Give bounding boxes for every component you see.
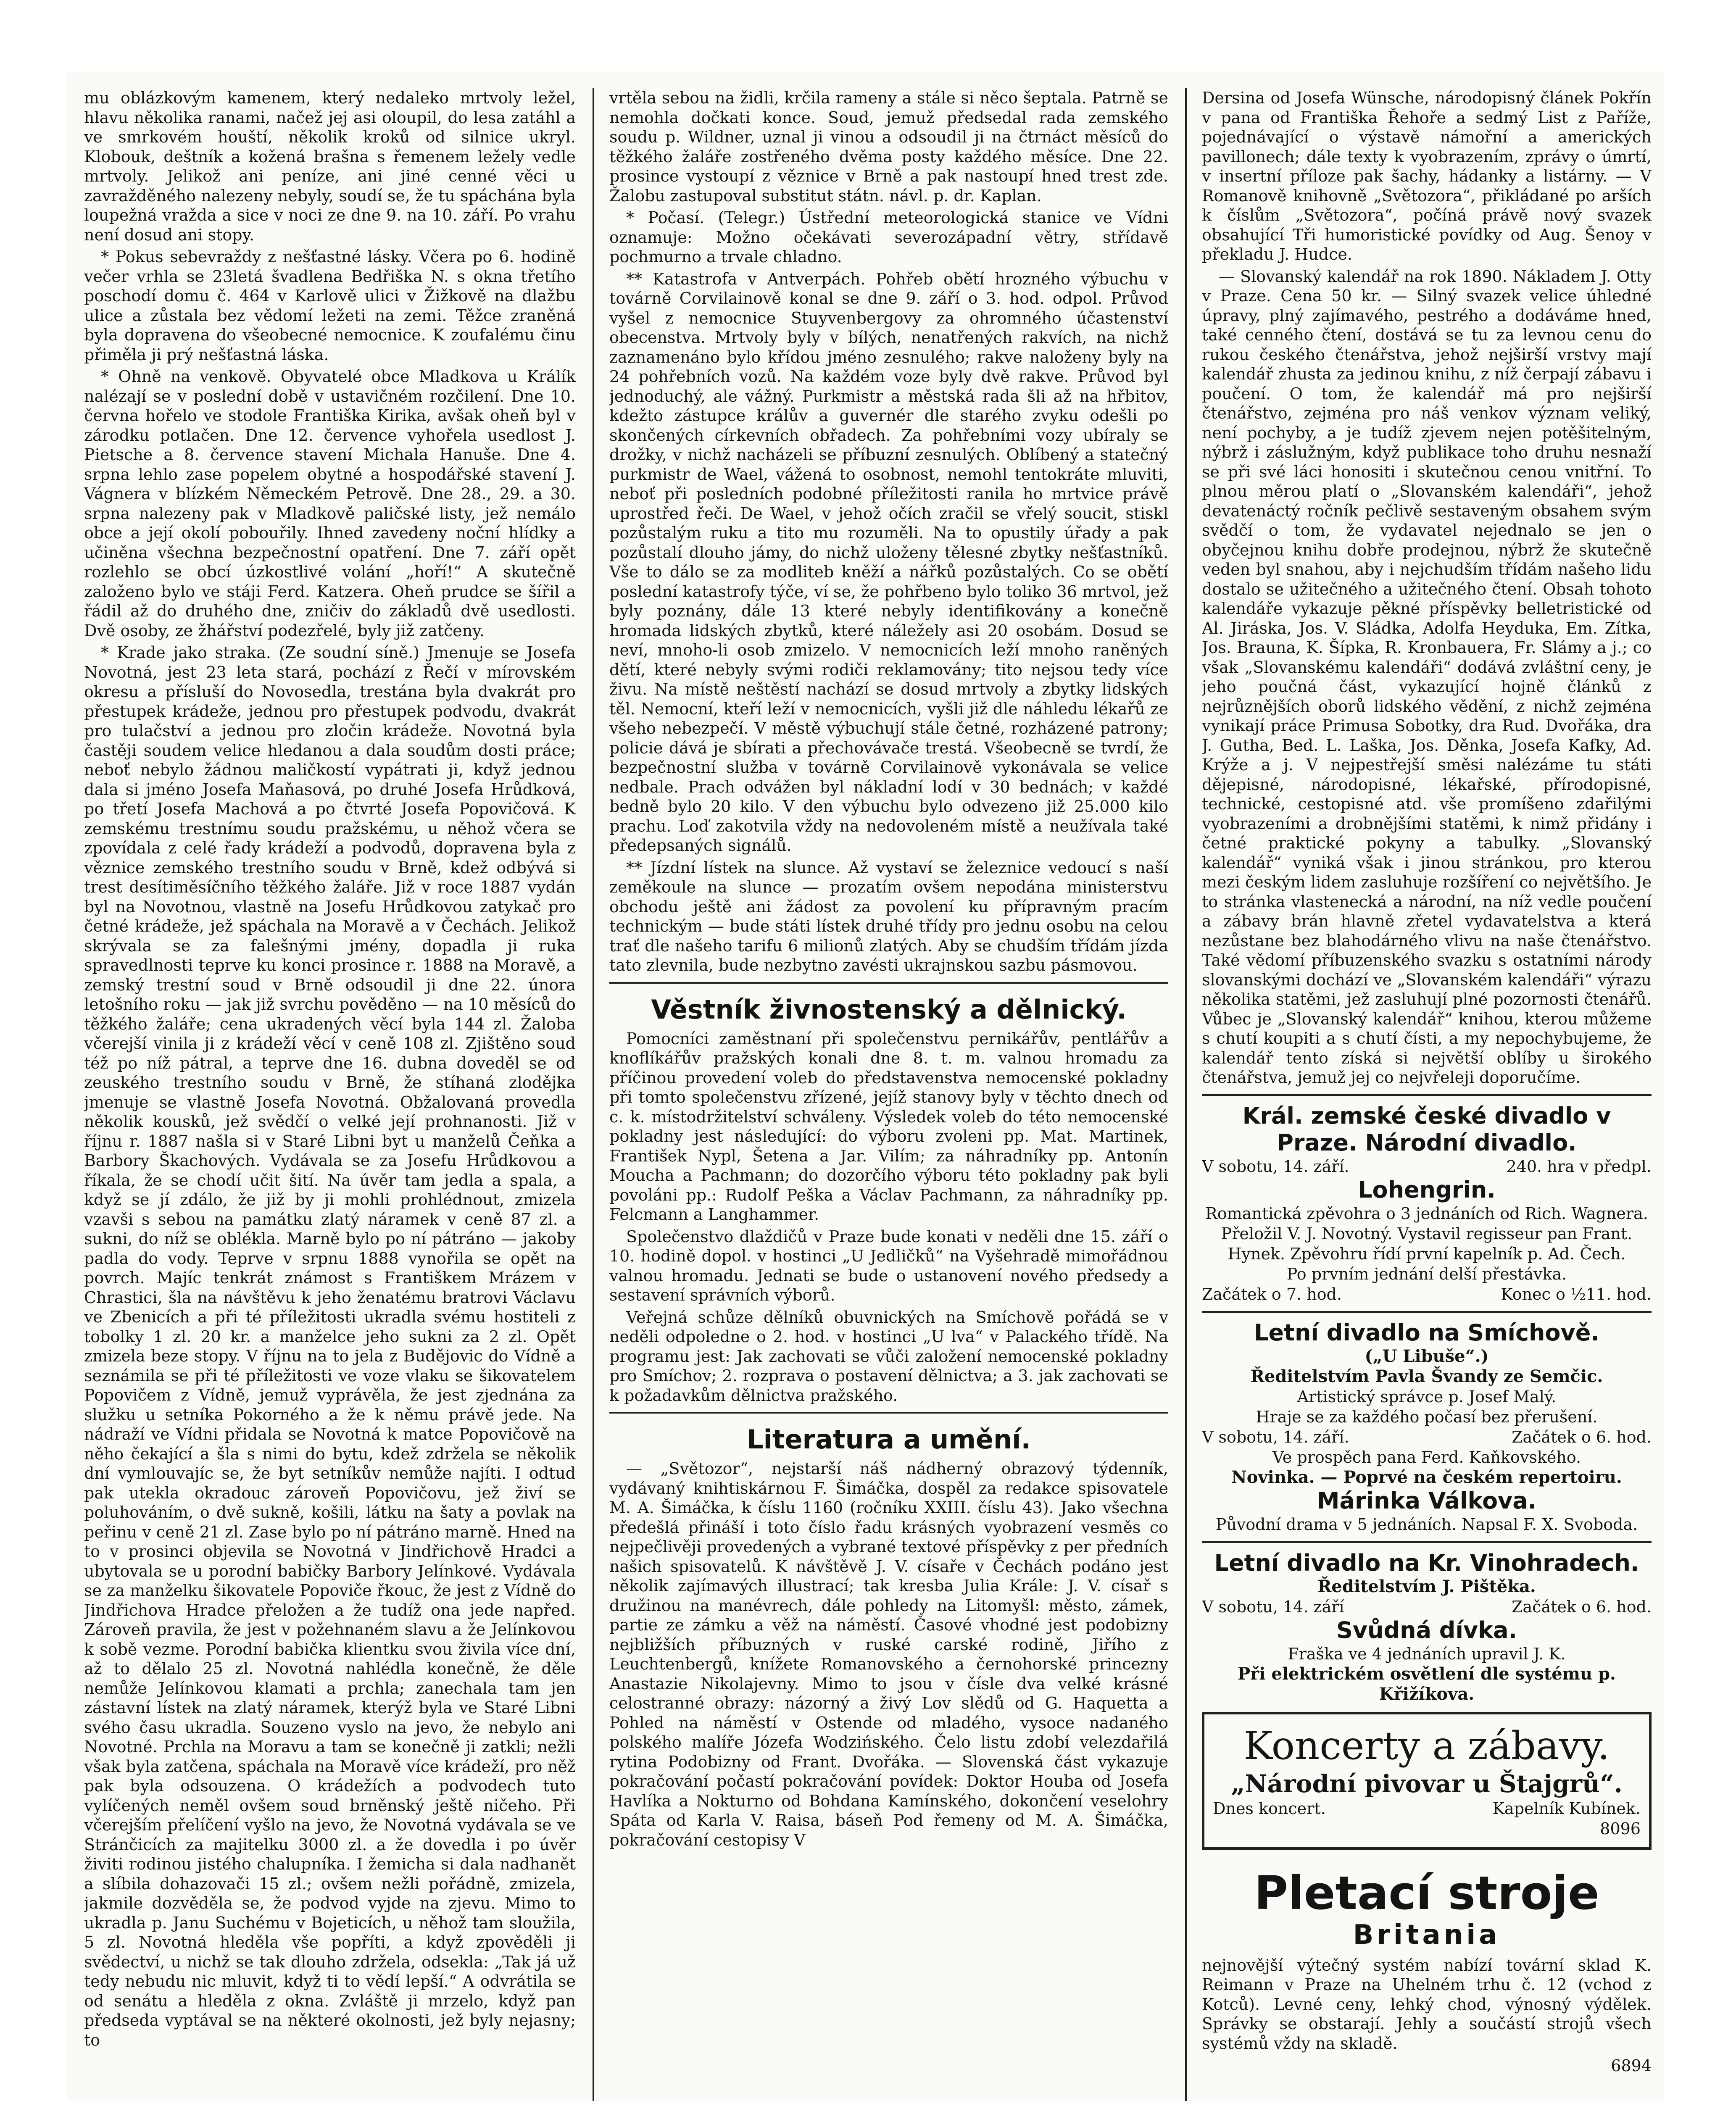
theatre-name: Letní divadlo na Smíchově. — [1254, 1319, 1599, 1346]
article-paragraph: ** Katastrofa v Antverpách. Pohřeb obětí hrozného výbuchu v továrně Corvilainově konal se dne 9. září o 3. hod. odpol. Průvod vyšel z nemocnice Stuyvenbergovy za ohromného účastenství obecenstva. Mrtvoly byly v bílých, nenatřených rakvích, na nichž zaznamenáno bylo křídou jméno zesnulého; rakve naloženy byly na 24 pohřebních vozů. Na každém voze byly dvě rakve. Průvod byl jednoduchý, ale vážný. Purkmistr a městská rada šli až na hřbitov, kdežto zástupce králův a guvernér dle starého zvyku odešli po skončených církevních obřadech. Za pohřebními vozy ubíraly se drožky, v nichž nacházeli se příbuzní zesnulých. Oblíbený a statečný purkmistr de Wael, vážená to osobnost, nemohl tentokráte mluviti, neboť při posledních podobné příležitosti ranila ho mrtvice právě uprostřed řeči. De Wael, v jehož očích zračil se vřelý soucit, stiskl pozůstalým ruku a tito mu rozuměli. Na to opustily úřady a pak pozůstalí dlouho jámy, do nichž uloženy tělesné zbytky nešťastníků. Vše to dálo se za modliteb kněží a nářků pozůstalých. Co se obětí poslední katastrofy týče, ví se, že pohřbeno bylo toliko 36 mrtvol, jež byly poznány, dále 13 které nebyly identifikovány a konečně hromada lidských zbytků, které náležely asi 20 osobám. Dosud se neví, mnoho-li osob zmizelo. V nemocnicích leží mnoho raněných dětí, které nebyly svými rodiči reklamovány; tito nejsou tedy více živu. Na místě neštěstí nachází se dosud mrtvoly a zbytky lidských těl. Nemocní, kteří leží v nemocnicích, vyšli již dle náhledu lékařů ze všeho nebezpečí. V městě výbuchují stále četné, rozházené patrony; policie dává je sbírati a přechovávače trestá. Všeobecně se tvrdí, že bezpečnostní služba v továrně Corvilainově vykonávala se velice nedbale. Prach odvážen byl nákladní lodí v 30 bednách; v každé bedně bylo 20 kilo. V den výbuchu bylo odvezeno již 25.000 kilo prachu. Loď zakotvila vždy na nedovoleném místě a neužívala také předepsaných signálů. — [609, 269, 1168, 855]
advert-right: Kapelník Kubínek. — [1492, 1799, 1641, 1818]
section-divider — [609, 982, 1168, 984]
article-paragraph: Společenstvo dlaždičů v Praze bude konati v neděli dne 15. září o 10. hodině dopol. v hostinci „U Jedličků“ na Vyšehradě mimořádnou valnou hromadu. Jednati se bude o ustanovení nového předsedy a sestavení správních výborů. — [609, 1227, 1168, 1304]
article-paragraph: vrtěla sebou na židli, krčila rameny a stále si něco šeptala. Patrně se nemohla dočkati konce. Soud, jemuž předsedal rada zemského soudu p. Wildner, uznal ji vinou a odsoudil ji na čtrnáct měsíců do těžkého žaláře zostřeného dvěma posty každého měsíce. Dne 22. prosince vystoupí z věznice v Brně a pak nastoupí hned trest zde. Žalobu zastupoval substitut státn. návl. p. dr. Kaplan. — [609, 89, 1168, 205]
start-time: Začátek o 6. hod. — [1512, 1427, 1652, 1446]
lighting-note: Při elektrickém osvětlení dle systému p. Křižíkova. — [1238, 1664, 1616, 1704]
theatre-note: Hraje se za každého počasí bez přerušení. — [1256, 1407, 1598, 1426]
benefit-line: Ve prospěch pana Ferd. Kaňkovského. — [1272, 1448, 1581, 1466]
article-paragraph: * Počasí. (Telegr.) Ústřední meteorologická stanice ve Vídni oznamuje: Možno očekávati severozápadní větry, střídavě pochmurno a trvale chladno. — [609, 208, 1168, 266]
start-time: Začátek o 6. hod. — [1512, 1597, 1652, 1616]
section-divider — [609, 1412, 1168, 1414]
theatre-artistic: Artistický správce p. Josef Malý. — [1297, 1387, 1557, 1406]
article-paragraph: * Krade jako straka. (Ze soudní síně.) Jmenuje se Josefa Novotná, jest 23 leta stará, pochází z Řečí v mírovském okresu a přísluší do Novosedla, trestána byla dvakrát pro přestupek krádeže, jednou pro přestupek podvodu, dvakrát pro tulačství a jednou pro zločin krádeže. Novotná byla častěji soudem velice hledanou a dala soudům dosti práce; neboť nebylo žádnou maličkostí vypátrati ji, když jednou dala si jméno Josefa Maňasová, po druhé Josefa Hrůdková, po třetí Josefa Machová a po čtvrté Josefa Popovičová. K zemskému trestnímu soudu pražskému, u něhož včera se zpovídala z celé řady krádeží a podvodů, dopravena byla z věznice zemského trestního soudu v Brně, kdež odbývá si trest desítiměsíčního těžkého žaláře. Již v roce 1887 vydán byl na Novotnou, vlastně na Josefu Hrůdkovou zatykač pro četné krádeže, jež spáchala na Moravě a v Čechách. Jelikož skrývala se za falešnými jmény, dopadla ji ruka spravedlnosti teprve ku konci prosince r. 1888 na Moravě, a zemský trestní soud v Brně odsoudil ji dne 22. února letošního roku — jak již svrchu pověděno — na 10 měsíců do těžkého žaláře; cena ukradených věcí byla 144 zl. Žaloba včerejší vinila ji z krádeží věcí v ceně 108 zl. Zjištěno soud též po níž pátral, a teprve dne 16. dubna doveděl se od zeuského trestního soudu v Brně, že stíhaná zlodějka jmenuje se vlastně Josefa Novotná. Obžalovaná provedla několik kousků, jež svědčí o velké její prohnanosti. Již v říjnu r. 1887 našla si v Staré Libni byt u manželů Čeňka a Barbory Škachových. Vydávala se za Josefu Hrůdkovou a říkala, že se chodí učit šití. Na úvěr tam jedla a spala, a když se jí zdálo, že již by ji mohli prohlédnout, zmizela vzavši s sebou na památku zlatý náramek v ceně 87 zl. a sukni, do níž se oblékla. Marně bylo po ní pátráno — jakoby padla do vody. Teprve v srpnu 1888 vynořila se opět na povrch. Majíc tenkrát známost s Františkem Mrázem v Chrastici, šla na návštěvu k jeho ženatému bratrovi Václavu ve Zbenicích a při té příležitosti ukradla svému hostiteli z tobolky 1 zl. 20 kr. a manželce jeho sukni za 2 zl. Opět zmizela beze stopy. V říjnu na to jela z Budějovic do Vídně a seznámila se při té příležitosti ve voze vlaku se šikovatelem Popovičem z Vídně, jemuž vyprávěla, že jest zjednána za služku u setníka Pokorného a že k němu právě jede. Na nádraží ve Vídni přidala se Novotná k matce Popovičově na něho čekající a šla s nimi do bytu, kdež zdržela se několik dní vymlouvajíc se, že byt setníkův nemůže najíti. I odtud pak utekla okradouc zároveň Popovičovu, jež živí se poluhováním, o dvě sukně, košili, látku na šaty a povlak na peřinu v ceně 21 zl. Zase bylo po ní pátráno marně. Hned na to v prosinci objevila se Novotná v Jindřichově Hradci a ubytovala se u porodní babičky Barbory Jelínkové. Vydávala se za manželku šikovatele Popoviče řkouc, že jest z Vídně do Jindřichova Hradce přeložen a že tudíž ona jede napřed. Zároveň pravila, že jest v požehnaném slavu a že Jelínkovou k sobě vezme. Porodní babička klientku svou živila více dní, až to dělalo 25 zl. Novotná nahlédla konečně, že děle nemůže Jelínkovou klamati a prchla; zanechala tam jen zástavní lístek na zlatý náramek, kterýž byla ve Staré Libni svého času ukradla. Souzeno vyslo na jevo, že nebylo ani Novotné. Prchla na Moravu a tam se konečně ji zatkli; nežli však byla zatčena, spáchala na Moravě více krádeží, pro něž pak byla odsouzena. O krádežích a podvodech tuto vylíčených neměl ovšem soud brněnský ještě ničeho. Při včerejším přelíčení vyšlo na jevo, že Novotná vydávala se ve Stránčicích za majitelku 3000 zl. a že dovedla i po úvěr živiti rodinou jistého chalupníka. I žemicha si dala nadhanět a slíbila dohazovači 15 zl.; ovšem nežli pořádně, zmizela, jakmile dozvěděla se, že podvod vyjde na zjevu. Mimo to ukradla p. Janu Suchému v Bojeticích, u něhož tam sloužila, 5 zl. Novotná hleděla vše popříti, a když zpověděli ji svědectví, u nichž se tak dlouho zdržela, odsekla: „Tak já už tedy nebudu nic mluvit, když ti to vědí lepší.“ A odvrátila se od senátu a hleděla z okna. Zvláště ji mrzelo, když pan předseda vyptával se na některé okolnosti, jež byly nejasny; to — [84, 643, 576, 2049]
advert-code-row — [1202, 2056, 1652, 2076]
theatre-date-row — [1202, 1597, 1652, 1617]
section-divider — [1202, 1311, 1652, 1313]
novelty-line: Novinka. — Poprvé na českém repertoiru. — [1231, 1467, 1622, 1487]
start-time: Začátek o 7. hod. — [1202, 1285, 1342, 1303]
show-author: Fraška ve 4 jednáních upravil J. K. — [1288, 1644, 1566, 1663]
show-title: Svůdná dívka. — [1336, 1617, 1517, 1643]
theatre-date: V sobotu, 14. září. — [1202, 1157, 1349, 1176]
theatre-date: V sobotu, 14. září — [1202, 1597, 1344, 1616]
theatre-date: V sobotu, 14. září. — [1202, 1427, 1349, 1446]
theatre-name: Král. zemské české divadlo v Praze. Národní divadlo. — [1242, 1102, 1611, 1156]
show-title: Lohengrin. — [1358, 1176, 1496, 1203]
show-title: Márinka Válkova. — [1317, 1487, 1537, 1514]
theatre-smichov — [1202, 1319, 1652, 1535]
article-paragraph: Veřejná schůze dělníků obuvnických na Smíchově pořádá se v neděli odpoledne o 2. hod. v hostinci „U lva“ v Palackého třídě. Na programu jest: Jak zachovati se vůči založení nemocenské pokladny pro Smíchov; 2. rozprava o postavení dělnictva; a 3. jak zachovati se k požadavkům dělnictva pražského. — [609, 1308, 1168, 1405]
column-rule — [593, 88, 594, 2101]
column-middle — [609, 88, 1168, 2101]
theatre-vinohrady — [1202, 1550, 1652, 1704]
show-author: Původní drama v 5 jednáních. Napsal F. X. Svoboda. — [1215, 1515, 1638, 1534]
article-paragraph: Dersina od Josefa Wünsche, národopisný článek Pokřín v pana od Františka Řehoře a sedmý List z Paříže, pojednávající o výstavě námořní a amerických pavillonech; dále texty k vyobrazením, zprávy o úmrtí, v insertní příloze pak šachy, hádanky a listárny. — V Romanově knihovně „Světozora“, přikládané po arších k číslům „Světozora“, počíná právě nový svazek obsahující Tři humoristické povídky od Aug. Šenoy v překladu J. Hudce. — [1202, 89, 1652, 263]
end-time: Konec o ½11. hod. — [1501, 1285, 1652, 1303]
article-paragraph: ** Jízdní lístek na slunce. Až vystaví se železnice vedoucí s naší zeměkoule na slunce — prozatím ovšem nepodána ministerstvu obchodu ještě ani žádost za povolení ku přípravným pracím technickým — bude státi lístek druhé třídy pro jednu osobu na celou trať dle našeho tarifu 6 milionů zlatých. Aby se chudším třídám jízda tato zlevnila, bude nezbytno zavésti ukrajnskou sazbu pásmovou. — [609, 858, 1168, 974]
newspaper-page — [67, 71, 1664, 2101]
article-paragraph: — „Světozor“, nejstarší náš nádherný obrazový týdenník, vydávaný knihtiskárnou F. Šimáčka, dospěl za redakce spisovatele M. A. Šimáčka, k číslu 1160 (ročníku XXIII. číslu 43). Jako všechna předešlá přináší i toto číslo řadu krásných vyobrazení vesměs co nejpečlivěji provedených a vybrané textové příspěvky z per předních našich spisovatelů. K návštěvě J. V. císaře v Čechách podáno jest několik zajímavých illustrací; tak kresba Julia Krále: J. V. císař s družinou na manévrech, dále pohledy na Litomyšl: město, zámek, partie ze zámku a věž na náměstí. Časové vhodné jest podobizny nejbližších příbuzných v ruské carské rodině, Jiřího z Leuchtenbergů, knížete Romanovského a černohorské princezny Anastazie Nikolajevny. Mimo to jsou v čísle dva velké krásné celostranné obrazy: názorný a živý Lov slědů od G. Haquetta a Pohled na náměstí v Ostende od mladého, vysoce nadaného polského malíře Józefa Wodzińského. Čelo listu zdobí velezdařilá rytina Podobizny od Frant. Dvořáka. — Slovenská část vykazuje pokračování počastí pokračování povídek: Doktor Houba od Josefa Havlíka a Nokturno od Bohdana Kamínského, dokončení veselohry Spáta od Karla V. Raisa, báseň Pod řemeny od M. A. Šimáčka, pokračování cestopisy V — [609, 1459, 1168, 1849]
section-divider — [1202, 1541, 1652, 1543]
show-line: Romantická zpěvohra o 3 jednáních od Rich. Wagnera. — [1205, 1204, 1648, 1223]
theatre-time-row — [1202, 1284, 1652, 1304]
theatre-date-row — [1202, 1156, 1652, 1177]
theatre-name: Letní divadlo na Kr. Vinohradech. — [1214, 1549, 1639, 1576]
advert-title: Koncerty a zábavy. — [1243, 1723, 1610, 1768]
section-divider — [1202, 1094, 1652, 1096]
advert-machines-text: nejnovější výtečný systém nabízí tovární sklad K. Reimann v Praze na Uhelném trhu č. 12 (vchod z Kotců). Levné ceny, lehký chod, výnosný výdělek. Správky se obstarají. Jehly a součástí strojů všech systémů vždy na skladě. — [1202, 1956, 1652, 2053]
column-rule — [1185, 88, 1187, 2101]
advert-left: Dnes koncert. — [1213, 1799, 1326, 1818]
article-paragraph: * Ohně na venkově. Obyvatelé obce Mladkova u Králík nalézají se v poslední době v ustavičném rozčilení. Dne 10. června hořelo ve stodole Františka Kirika, avšak oheň byl v zárodku potlačen. Dne 12. července vyhořela usedlost J. Pietsche a 8. července stavení Michala Hanuše. Dne 4. srpna lehlo zase popelem obytné a hospodářské stavení J. Vágnera v blízkém Německém Petrově. Dne 28., 29. a 30. srpna nalezeny pak v Mladkově paličské listy, jež nemálo obce a její okolí pobouřily. Ihned zavedeny noční hlídky a učiněna všechna bezpečnostní opatření. Dne 7. září opět rozlehlo se obcí úzkostlivé volání „hoří!“ A skutečně založeno bylo ve stáji Ferd. Katzera. Oheň prudce se šířil a řádil až do druhého dne, zničiv do základů dvě usedlosti. Dvě osoby, ze žhářství podezřelé, byly již zatčeny. — [84, 367, 576, 640]
article-paragraph: mu oblázkovým kamenem, který nedaleko mrtvoly ležel, hlavu několika ranami, načež jej asi oloupil, do lesa zatáhl a ve smrkovém houští, několik kroků od silnice ukryl. Klobouk, deštník a kožená brašna s řemenem ležely vedle mrtvoly. Jelikož ani peníze, ani jiné cenné věci u zavražděného nalezeny nebyly, soudí se, že tu spáchána byla loupežná vražda a sice v noci ze dne 9. na 10. září. Po vrahu není dosud ani stopy. — [84, 89, 576, 244]
column-left — [84, 88, 576, 2101]
theatre-subscription: 240. hra v předpl. — [1506, 1157, 1652, 1176]
advert-machines-title: Pletací stroje — [1254, 1866, 1599, 1920]
section-heading-trades: Věstník živnostenský a dělnický. — [651, 994, 1127, 1025]
show-line: Přeložil V. J. Novotný. Vystavil regisseur pan Frant. Hynek. Zpěvohru řídí první kapelník p. Ad. Čech. — [1221, 1224, 1633, 1263]
theatre-director: Ředitelstvím J. Pištěka. — [1317, 1576, 1536, 1596]
advert-concert — [1202, 1712, 1652, 1850]
advert-code: 6894 — [1611, 2056, 1652, 2075]
advert-code-row — [1213, 1819, 1641, 1839]
show-line: Po prvním jednání delší přestávka. — [1286, 1264, 1567, 1283]
theatre-director: Ředitelstvím Pavla Švandy ze Semčic. — [1250, 1366, 1603, 1386]
section-heading-literature: Literatura a umění. — [747, 1424, 1031, 1455]
article-paragraph: * Pokus sebevraždy z nešťastné lásky. Včera po 6. hodině večer vrhla se 23letá švadlena Bedřiška N. s okna třetího poschodí domu č. 464 v Karlově ulici v Žižkově na dlažbu ulice a zůstala bez vědomí ležeti na zemi. Těžce zraněná byla dopravena do všeobecné nemocnice. K zoufalému činu přiměla ji prý nešťastná láska. — [84, 247, 576, 364]
article-paragraph: Pomocníci zaměstnaní při společenstvu pernikářův, pentlářův a knoflíkářův pražských konali dne 8. t. m. valnou hromadu za příčinou provedení voleb do představenstva nemocenské pokladny při tomto společenstvu zřízené, jejíž stanovy byly v těchto dnech od c. k. místodržitelství schváleny. Výsledek voleb do této nemocenské pokladny jest následující: do výboru zvoleni pp. Mat. Martinek, František Nypl, Šetena a Jar. Vilím; za náhradníky pp. Antonín Moucha a Pachmann; do dozorčího výboru této pokladny pak byli povoláni pp.: Rudolf Peška a Václav Pachmann, za náhradníky pp. Felcmann a Langhammer. — [609, 1029, 1168, 1224]
theatre-national — [1202, 1103, 1652, 1304]
theatre-date-row — [1202, 1427, 1652, 1447]
theatre-subtitle: („U Libuše“.) — [1365, 1346, 1489, 1366]
advert-code: 8096 — [1600, 1819, 1641, 1838]
advert-venue: „Národní pivovar u Štajgrů“. — [1231, 1769, 1623, 1798]
advert-row — [1213, 1798, 1641, 1819]
article-paragraph: — Slovanský kalendář na rok 1890. Nákladem J. Otty v Praze. Cena 50 kr. — Silný svazek velice úhledné úpravy, plný zajímavého, pestrého a dodáváme hned, také cenného čtení, dostává se tu za levnou cenu do rukou českého čtenářstva, jehož nejširší vrstvy mají kalendář zhusta za jedinou knihu, z níž čerpají zábavu i poučení. O tom, že kalendář má pro nejširší čtenářstvo, zejména pro náš venkov význam veliký, není pochyby, a je tudíž zjevem nejen potěšitelným, nýbrž i záslužným, když publikace toho druhu nesnaží se při své láci honositi i skutečnou cenou vnitřní. To plnou měrou platí o „Slovanském kalendáři“, jehož devatenáctý ročník pečlivě sestaveným obsahem svým svědčí o tom, že vydavatel nejednalo se jen o obyčejnou knihu dobře prodejnou, nýbrž že skutečně veden byl snahou, aby i nejchudším třídám našeho lidu dostalo se užitečného a užitečného čtení. Obsah tohoto kalendáře vykazuje pěkné příspěvky belletristické od Al. Jiráska, Jos. V. Sládka, Adolfa Heyduka, Em. Zítka, Jos. Brauna, K. Šípka, R. Kronbauera, Fr. Slámy a j.; co však „Slovanskému kalendáři“ dodává zvláštní ceny, je jeho poučná část, vykazující hojně článků z nejrůznějších oborů lidského vědění, z nichž zejména vynikají práce Primusa Sobotky, dra Rud. Dvořáka, dra J. Gutha, Bed. L. Laška, Jos. Děnka, Josefa Kafky, Ad. Krýže a j. V nejpestřejší směsi nalézáme tu státi dějepisné, národopisné, lékařské, přírodopisné, technické, cestopisné atd. vše promíšeno zdařilými vyobrazeními a drobnějšími statěmi, k nimž přidány i četné praktické pokyny a tabulky. „Slovanský kalendář“ vyniká však i jinou stránkou, pro kterou mezi českým lidem zasluhuje rozšíření co největšího. Je to stránka vlastenecká a národní, na níž vedle poučení a zábavy brán hlavně zřetel vydavatelstva a která nezůstane bez blahodárného vlivu na naše čtenářstvo. Také vědomí příbuzenského svazku s ostatními národy slovanskými dochází ve „Slovanském kalendáři“ výrazu několika statěmi, jež zasluhují plné pozornosti čtenářů. Vůbec je „Slovanský kalendář“ knihou, kterou můžeme s chutí koupiti a s chutí čísti, a my nepochybujeme, že kalendář tento získá si největší oblíby u širokého čtenářstva, jemuž jej co nejvřeleji doporučíme. — [1202, 267, 1652, 1087]
column-right — [1202, 88, 1652, 2101]
advert-machines-brand: Britania — [1353, 1919, 1501, 1951]
